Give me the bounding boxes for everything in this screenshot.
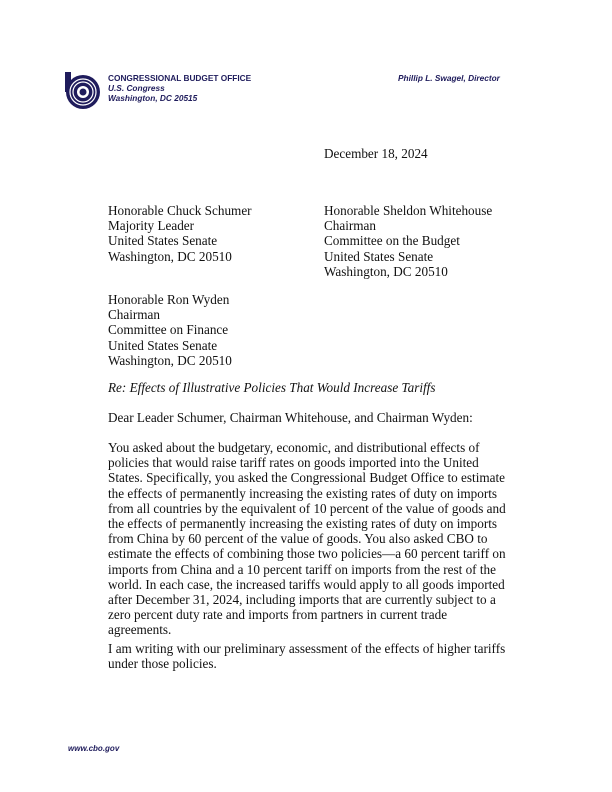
paragraph-line: from all countries by the equivalent of 10 percent of the value of goods and <box>108 500 506 516</box>
footer-url[interactable]: www.cbo.gov <box>68 744 120 753</box>
paragraph-line: the effects of permanently increasing the existing rates of duty on imports <box>108 485 498 501</box>
org-address: Washington, DC 20515 <box>108 93 198 103</box>
paragraph-line: policies that would raise tariff rates on goods imported into the United <box>108 455 479 471</box>
address-line: United States Senate <box>108 233 218 249</box>
address-line: Committee on Finance <box>108 322 229 338</box>
paragraph-line: under those policies. <box>108 656 217 672</box>
recipient-address-whitehouse <box>324 203 492 279</box>
director-name: Phillip L. Swagel, Director <box>398 73 500 83</box>
address-line: Committee on the Budget <box>324 233 460 249</box>
address-line: Chairman <box>324 218 377 234</box>
address-line: Washington, DC 20510 <box>324 263 448 279</box>
paragraph-line: imports from China and a 10 percent tariff on imports from the rest of the <box>108 561 496 577</box>
body-paragraph-2 <box>108 641 510 671</box>
address-line: Majority Leader <box>108 218 195 234</box>
address-line: Honorable Ron Wyden <box>108 292 230 307</box>
address-line: United States Senate <box>324 248 434 264</box>
paragraph-line: States. Specifically, you asked the Congressional Budget Office to estimate <box>108 470 505 486</box>
recipient-address-schumer <box>108 203 252 264</box>
paragraph-line: agreements. <box>108 622 172 638</box>
paragraph-line: from China by 60 percent of the value of goods. You also asked CBO to <box>108 531 488 547</box>
letter-date: December 18, 2024 <box>324 146 428 161</box>
address-line: Chairman <box>108 307 161 323</box>
paragraph-line: You asked about the budgetary, economic, and distributional effects of <box>108 440 480 455</box>
body-paragraph-1 <box>108 440 510 638</box>
paragraph-line: the effects of permanently increasing the existing rates of duty on imports <box>108 516 498 532</box>
address-line: United States Senate <box>108 337 218 353</box>
letterhead-org <box>108 73 251 103</box>
address-line: Honorable Sheldon Whitehouse <box>324 203 493 218</box>
paragraph-line: zero percent duty rate and imports from partners in current trade <box>108 607 448 623</box>
address-line: Washington, DC 20510 <box>108 352 232 368</box>
address-line: Honorable Chuck Schumer <box>108 203 252 218</box>
paragraph-line: world. In each case, the increased tariffs would apply to all goods imported <box>108 576 505 592</box>
paragraph-line: after December 31, 2024, including imports that are currently subject to a <box>108 592 496 608</box>
subject-line: Re: Effects of Illustrative Policies That Would Increase Tariffs <box>108 380 436 395</box>
address-line: Washington, DC 20510 <box>108 248 232 264</box>
salutation: Dear Leader Schumer, Chairman Whitehouse, and Chairman Wyden: <box>108 410 473 425</box>
org-sub: U.S. Congress <box>108 83 165 93</box>
cbo-logo-icon <box>62 70 102 110</box>
paragraph-line: I am writing with our preliminary assessment of the effects of higher tariffs <box>108 641 506 656</box>
recipient-address-wyden <box>108 292 232 368</box>
org-name: CONGRESSIONAL BUDGET OFFICE <box>108 73 252 83</box>
paragraph-line: estimate the effects of combining those two policies—a 60 percent tariff on <box>108 546 506 562</box>
